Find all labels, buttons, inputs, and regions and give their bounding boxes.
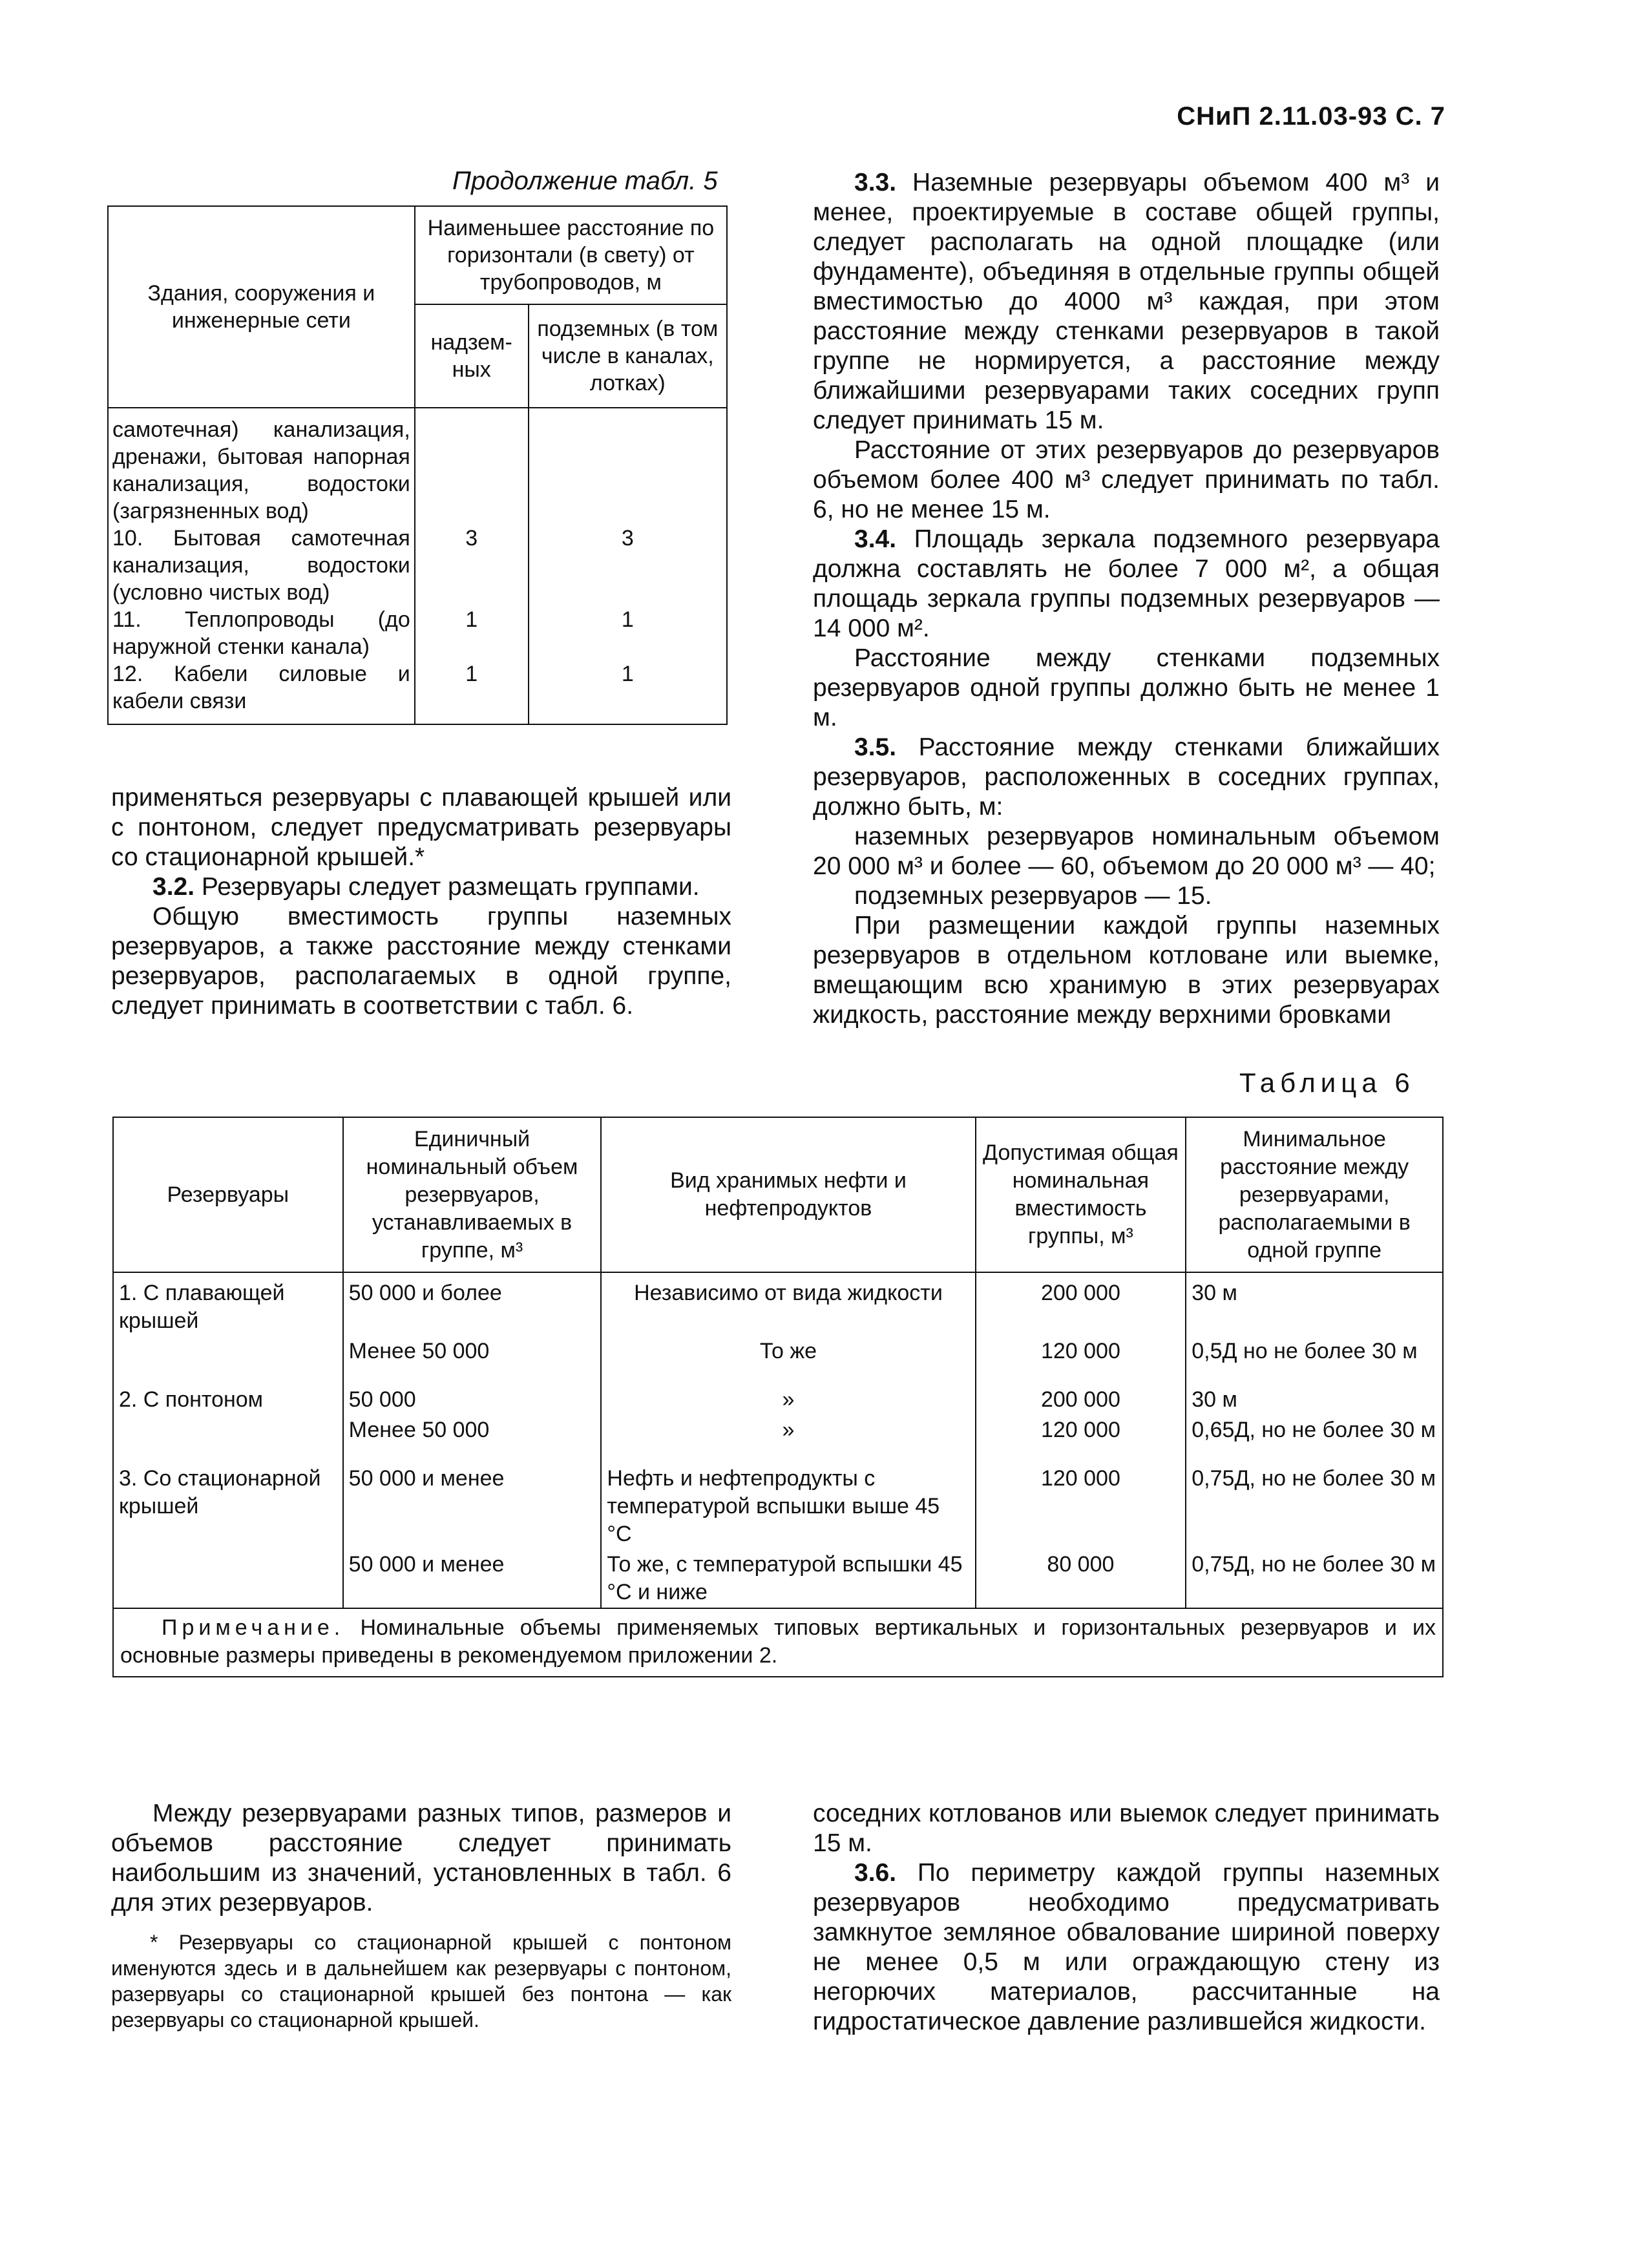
right-column-text bbox=[813, 168, 1440, 1030]
paragraph: Резервуары следует размещать группами. bbox=[201, 873, 700, 901]
table6-distance-cell: 0,75Д, но не более 30 м bbox=[1186, 1464, 1443, 1549]
paragraph: соседних котлованов или выемок следует принимать 15 м. bbox=[813, 1800, 1440, 1857]
table6-type-cell bbox=[113, 1415, 343, 1464]
bottom-right-text bbox=[813, 1799, 1440, 2037]
table6-note-row bbox=[113, 1608, 1443, 1677]
paragraph: При размещении каждой группы наземных резервуаров в отдельном котловане или выемке, вмещающим всю хранимую в этих резервуарах жидкость, расстояние между верхними бровками bbox=[813, 912, 1440, 1029]
table5 bbox=[107, 205, 728, 725]
table6-distance-cell: 0,65Д, но не более 30 м bbox=[1186, 1415, 1443, 1464]
table5-row-above bbox=[415, 408, 529, 525]
table5-col3-header: подземных (в том числе в каналах, лотках) bbox=[529, 304, 727, 408]
note-label: Примечание. bbox=[162, 1615, 345, 1640]
table6-capacity-cell: 120 000 bbox=[976, 1336, 1186, 1385]
table5-row-below: 3 bbox=[529, 525, 727, 606]
table-row bbox=[113, 1272, 1443, 1336]
paragraph: Площадь зеркала подземного резервуара должна составлять не более 7 000 м², а общая площадь зеркала группы подземных резервуаров — 14 000 м². bbox=[813, 525, 1440, 642]
section-number: 3.6. bbox=[854, 1859, 897, 1887]
table5-row-name: 11. Теплопроводы (до наружной стенки канала) bbox=[108, 606, 415, 660]
table6-volume-cell: 50 000 и менее bbox=[343, 1549, 602, 1608]
left-column-text bbox=[111, 783, 731, 1021]
table-row bbox=[108, 525, 727, 606]
table6-header-row bbox=[113, 1117, 1443, 1272]
paragraph: наземных резервуаров номинальным объемом 20 000 м³ и более — 60, объемом до 20 000 м³ — 40; bbox=[813, 823, 1440, 880]
section-number: 3.5. bbox=[854, 733, 897, 761]
table6-kind-cell: Независимо от вида жидкости bbox=[601, 1272, 975, 1336]
table6-capacity-cell: 80 000 bbox=[976, 1549, 1186, 1608]
paragraph: Расстояние от этих резервуаров до резервуаров объемом более 400 м³ следует принимать по табл. 6, но не менее 15 м. bbox=[813, 436, 1440, 523]
table6-kind-cell: То же, с температурой вспышки 45 °С и ниже bbox=[601, 1549, 975, 1608]
paragraph: подземных резервуаров — 15. bbox=[854, 882, 1212, 910]
table5-caption: Продолжение табл. 5 bbox=[452, 167, 718, 195]
table6-header-cell: Допустимая общая номинальная вместимость группы, м³ bbox=[976, 1117, 1186, 1272]
table-row bbox=[113, 1464, 1443, 1549]
table5-row-below: 1 bbox=[529, 606, 727, 660]
table5-row-above: 1 bbox=[415, 606, 529, 660]
table6-caption: Таблица 6 bbox=[1239, 1067, 1415, 1098]
table6-type-cell bbox=[113, 1549, 343, 1608]
table6-header-cell: Резервуары bbox=[113, 1117, 343, 1272]
table-row bbox=[108, 660, 727, 724]
paragraph: Общую вместимость группы наземных резервуаров, а также расстояние между стенками резервуаров, располагаемых в одной группе, следует принимать в соответствии с табл. 6. bbox=[111, 903, 731, 1020]
paragraph: Расстояние между стенками подземных резервуаров одной группы должно быть не менее 1 м. bbox=[813, 644, 1440, 731]
table6-volume-cell: Менее 50 000 bbox=[343, 1336, 602, 1385]
table6-kind-cell: » bbox=[601, 1385, 975, 1415]
section-number: 3.3. bbox=[854, 169, 897, 196]
table5-row-name: самотечная) канализация, дренажи, бытовая напорная канализация, водостоки (загрязненных вод) bbox=[108, 408, 415, 525]
paragraph: Расстояние между стенками ближайших резервуаров, расположенных в соседних группах, должно быть, м: bbox=[813, 733, 1440, 821]
note-text: Номинальные объемы применяемых типовых вертикальных и горизонтальных резервуаров и их основные размеры приведены в рекомендуемом приложении 2. bbox=[120, 1615, 1436, 1668]
table6-note bbox=[113, 1608, 1443, 1677]
table-row bbox=[113, 1415, 1443, 1464]
footnote bbox=[111, 1929, 731, 2033]
table5-group-header: Наименьшее расстояние по горизонтали (в свету) от трубопроводов, м bbox=[415, 206, 727, 304]
table6-capacity-cell: 120 000 bbox=[976, 1415, 1186, 1464]
paragraph: Наземные резервуары объемом 400 м³ и менее, проектируемые в составе общей группы, следует располагать на одной площадке (или фундаменте), объединяя в отдельные группы общей вместимостью до 4000 м³ каждая, при этом расстояние между стенками резервуаров в такой группе не нормируется, а расстояние между ближайшими резервуарами таких соседних групп следует принимать 15 м. bbox=[813, 169, 1440, 434]
table-row bbox=[108, 408, 727, 525]
table6-type-cell: 2. С понтоном bbox=[113, 1385, 343, 1415]
table5-row-below bbox=[529, 408, 727, 525]
table6-kind-cell: То же bbox=[601, 1336, 975, 1385]
table-row bbox=[108, 606, 727, 660]
paragraph: По периметру каждой группы наземных резервуаров необходимо предусматривать замкнутое земляное обвалование шириной поверху не менее 0,5 м или ограждающую стену из негорючих материалов, рассчитанные на гидростатическое давление разлившейся жидкости. bbox=[813, 1859, 1440, 2035]
table6-distance-cell: 30 м bbox=[1186, 1272, 1443, 1336]
table6-header-cell: Вид хранимых нефти и нефтепродуктов bbox=[601, 1117, 975, 1272]
table6-header-cell: Минимальное расстояние между резервуарами, располагаемыми в одной группе bbox=[1186, 1117, 1443, 1272]
table6-capacity-cell: 200 000 bbox=[976, 1272, 1186, 1336]
table6-kind-cell: Нефть и нефтепродукты с температурой вспышки выше 45 °С bbox=[601, 1464, 975, 1549]
table6-volume-cell: 50 000 и более bbox=[343, 1272, 602, 1336]
section-number: 3.4. bbox=[854, 525, 897, 553]
table6-volume-cell: 50 000 и менее bbox=[343, 1464, 602, 1549]
document-reference: СНиП 2.11.03-93 С. 7 bbox=[1177, 102, 1445, 131]
table6-type-cell bbox=[113, 1336, 343, 1385]
bottom-left-text bbox=[111, 1799, 731, 1918]
table5-row-name: 10. Бытовая самотечная канализация, водостоки (условно чистых вод) bbox=[108, 525, 415, 606]
table6-type-cell: 1. С плавающей крышей bbox=[113, 1272, 343, 1336]
table5-col2-header: надзем-ных bbox=[415, 304, 529, 408]
table5-row-above: 1 bbox=[415, 660, 529, 724]
table-row bbox=[113, 1385, 1443, 1415]
table6-volume-cell: 50 000 bbox=[343, 1385, 602, 1415]
table6-distance-cell: 0,75Д, но не более 30 м bbox=[1186, 1549, 1443, 1608]
paragraph: применяться резервуары с плавающей крышей или с понтоном, следует предусматривать резервуары со стационарной крышей.* bbox=[111, 784, 731, 871]
footnote-text: * Резервуары со стационарной крышей с понтоном именуются здесь и в дальнейшем как резервуары с понтоном, разервуары со стационарной крышей без понтона — как резервуары со стационарной крышей. bbox=[111, 1931, 731, 2032]
table6-kind-cell: » bbox=[601, 1415, 975, 1464]
table6-header-cell: Единичный номинальный объем резервуаров, устанавливаемых в группе, м³ bbox=[343, 1117, 602, 1272]
table5-row-below: 1 bbox=[529, 660, 727, 724]
table6-volume-cell: Менее 50 000 bbox=[343, 1415, 602, 1464]
table-row bbox=[113, 1549, 1443, 1608]
table6 bbox=[112, 1117, 1444, 1677]
table5-header-row bbox=[108, 206, 727, 304]
table6-distance-cell: 30 м bbox=[1186, 1385, 1443, 1415]
table6-capacity-cell: 120 000 bbox=[976, 1464, 1186, 1549]
table5-col1-header: Здания, сооружения и инженерные сети bbox=[108, 206, 415, 408]
table5-row-name: 12. Кабели силовые и кабели связи bbox=[108, 660, 415, 724]
section-number: 3.2. bbox=[152, 873, 195, 901]
paragraph: Между резервуарами разных типов, размеров и объемов расстояние следует принимать наибольшим из значений, установленных в табл. 6 для этих резервуаров. bbox=[111, 1800, 731, 1916]
table6-distance-cell: 0,5Д но не более 30 м bbox=[1186, 1336, 1443, 1385]
table6-capacity-cell: 200 000 bbox=[976, 1385, 1186, 1415]
table5-row-above: 3 bbox=[415, 525, 529, 606]
table6-type-cell: 3. Со стационарной крышей bbox=[113, 1464, 343, 1549]
table-row bbox=[113, 1336, 1443, 1385]
